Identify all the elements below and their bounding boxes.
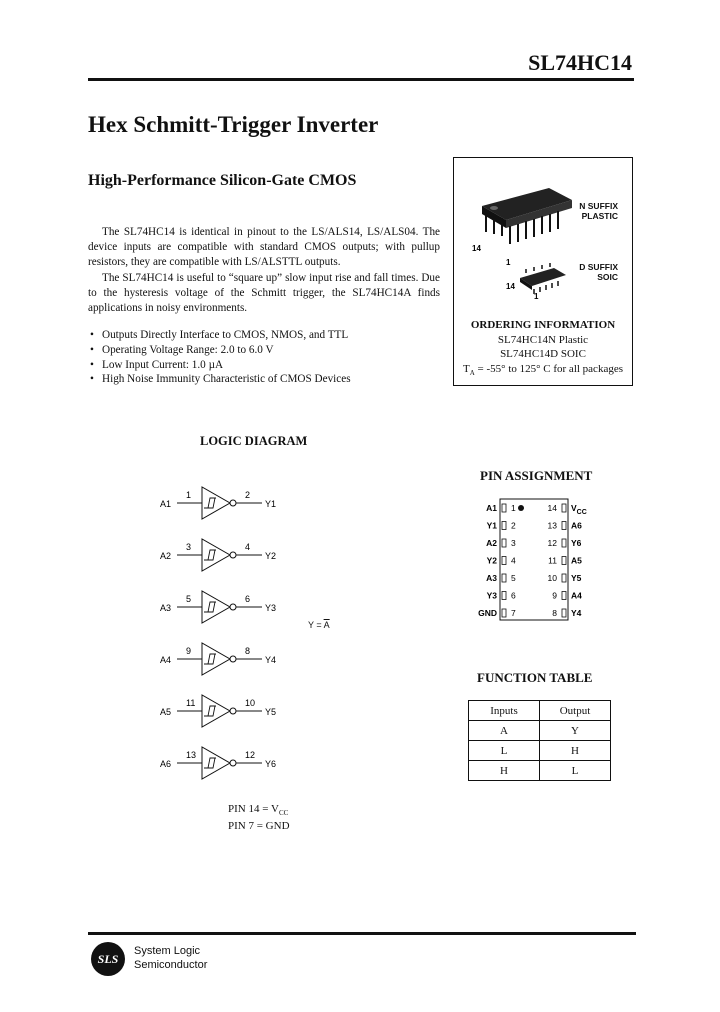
top-rule — [88, 78, 634, 81]
gate-input-pin: 11 — [186, 698, 196, 708]
gate-output-label: Y3 — [265, 603, 277, 613]
equation-prefix: Y = — [308, 620, 324, 630]
inverter-gate — [160, 591, 276, 623]
description-paragraph: The SL74HC14 is useful to “square up” slow input rise and fall times. Due to the hysteresis voltage of the Schmitt trigger, the SL74HC14A finds applications in noisy environments. — [88, 271, 440, 315]
pin-box — [502, 504, 506, 512]
pin-box — [562, 522, 566, 530]
table-cell: Y — [540, 721, 611, 741]
feature-item: • Operating Voltage Range: 2.0 to 6.0 V — [88, 343, 440, 358]
company-name — [134, 944, 207, 972]
gate-input-pin: 3 — [186, 542, 192, 552]
gate-input-pin: 5 — [186, 594, 192, 604]
d-type: SOIC — [597, 272, 618, 282]
pin-number: 2 — [511, 520, 516, 531]
inverter-gate — [160, 487, 276, 519]
pin-name: A4 — [571, 590, 582, 601]
table-row — [469, 741, 611, 761]
gate-input-label: A4 — [160, 655, 172, 665]
temp-subscript: A — [469, 368, 475, 377]
pin-number: 10 — [547, 573, 557, 583]
soic-package-icon — [520, 263, 566, 294]
feature-item: • Low Input Current: 1.0 µA — [88, 358, 440, 373]
gate-output-label: Y4 — [265, 655, 277, 665]
inverter-triangle — [202, 487, 230, 519]
feature-list — [88, 328, 440, 387]
pin-left — [487, 591, 516, 601]
gate-input-pin: 13 — [186, 750, 197, 760]
pin-left — [487, 556, 516, 566]
inverter-triangle — [202, 695, 230, 727]
inverter-triangle — [202, 539, 230, 571]
page-title: Hex Schmitt-Trigger Inverter — [88, 112, 379, 137]
pin-assignment-title: PIN ASSIGNMENT — [480, 468, 593, 483]
pin-box — [562, 557, 566, 565]
pin-assignment-diagram — [474, 498, 614, 622]
temperature-range — [453, 362, 633, 381]
pin-number: 11 — [548, 555, 557, 566]
inverter-gate — [160, 643, 276, 675]
table-header-row — [469, 701, 611, 721]
table-header-cell: Output — [540, 701, 611, 721]
package-illustrations — [454, 158, 632, 318]
pin-left — [486, 503, 516, 513]
company-logo: SLS — [91, 942, 125, 976]
pin-right — [552, 591, 582, 601]
gate-output-pin: 10 — [245, 698, 256, 708]
inverter-gate — [160, 747, 276, 779]
pin-name: $V_{CC}$ — [571, 503, 587, 516]
pin-number: 4 — [511, 555, 516, 566]
logic-diagram — [150, 482, 300, 782]
logic-diagram-title: LOGIC DIAGRAM — [200, 434, 308, 448]
description — [88, 225, 440, 316]
feature-item: • High Noise Immunity Characteristic of CMOS Devices — [88, 372, 440, 387]
pin-right — [548, 573, 582, 583]
pin-right — [552, 608, 581, 618]
inversion-bubble — [230, 708, 236, 714]
gate-input-label: A5 — [160, 707, 172, 717]
pin14-note — [228, 803, 290, 820]
pin-name: Y1 — [486, 520, 497, 531]
pin-name: Y3 — [486, 590, 497, 601]
inverter-triangle — [202, 747, 230, 779]
pin-left — [486, 538, 516, 548]
gate-input-label: A2 — [160, 551, 172, 561]
logic-equation — [308, 620, 330, 630]
dip-package-icon — [482, 188, 572, 244]
n-type: PLASTIC — [581, 211, 618, 221]
company-line: Semiconductor — [134, 959, 208, 971]
pin-number: 5 — [511, 573, 516, 583]
pin-number: 9 — [552, 590, 557, 601]
gate-input-label: A6 — [160, 759, 172, 769]
gate-output-label: Y5 — [265, 707, 277, 717]
table-row — [469, 721, 611, 741]
ordering-line: SL74HC14D SOIC — [500, 348, 586, 360]
gate-output-label: Y1 — [265, 499, 277, 509]
gate-input-label: A1 — [160, 499, 172, 509]
dip-pin1-label: 1 — [506, 258, 511, 267]
pin-box — [502, 539, 506, 547]
inverter-gate — [160, 539, 276, 571]
soic-pin1-label: 1 — [534, 292, 539, 301]
pin-number: 8 — [552, 608, 557, 618]
pin-right — [548, 556, 582, 566]
temp-symbol: T — [463, 362, 470, 375]
d-suffix-label — [579, 262, 618, 282]
pin14-subscript: CC — [278, 809, 289, 818]
pin-name: A6 — [571, 520, 582, 531]
pin-number: 3 — [511, 538, 516, 548]
gate-output-label: Y2 — [265, 551, 277, 561]
function-table — [468, 700, 611, 781]
table-row — [469, 761, 611, 781]
pin-box — [562, 574, 566, 582]
temp-range-text: = -55° to 125° C for all packages — [474, 362, 623, 375]
gate-output-pin: 4 — [245, 542, 251, 552]
pin-box — [562, 609, 566, 617]
gate-output-pin: 2 — [245, 490, 251, 500]
equation-variable: $\overline{A}$ — [323, 620, 330, 630]
pin-number: 6 — [511, 590, 516, 601]
pin-name: Y4 — [571, 608, 582, 618]
pin-right — [548, 503, 587, 516]
function-table-title: FUNCTION TABLE — [477, 670, 593, 685]
pin-left — [478, 608, 516, 618]
n-suffix-label — [579, 201, 618, 221]
feature-item: • Outputs Directly Interface to CMOS, NMOS, and TTL — [88, 328, 440, 343]
pin-box — [502, 557, 506, 565]
pin-number: 13 — [547, 520, 557, 531]
pin-number: 14 — [547, 503, 557, 513]
pin-box — [562, 539, 566, 547]
part-number: SL74HC14 — [528, 50, 632, 75]
table-cell: L — [469, 741, 540, 761]
gate-input-label: A3 — [160, 603, 172, 613]
d-suffix: D SUFFIX — [579, 262, 618, 272]
pin-name: A5 — [571, 555, 582, 566]
pin-right — [548, 521, 583, 531]
bottom-rule — [88, 932, 636, 935]
table-cell: A — [469, 721, 540, 741]
pin-number: 7 — [511, 608, 516, 618]
pin-box — [502, 522, 506, 530]
pin-left — [486, 573, 516, 583]
ordering-line: SL74HC14N Plastic — [497, 333, 589, 346]
inversion-bubble — [230, 500, 236, 506]
gate-input-pin: 9 — [186, 646, 192, 656]
pin14-text: PIN 14 = V — [228, 803, 279, 815]
pin-right — [548, 538, 582, 548]
pin-number: 1 — [511, 503, 516, 513]
gate-input-pin: 1 — [186, 490, 192, 500]
inversion-bubble — [230, 604, 236, 610]
inversion-bubble — [230, 760, 236, 766]
ordering-information — [453, 318, 633, 380]
description-paragraph: The SL74HC14 is identical in pinout to the LS/ALS14, LS/ALS04. The device inputs are compatible with standard CMOS outputs; with pullup resistors, they are compatible with LS/ALSTTL outputs. — [88, 226, 440, 269]
table-cell: H — [469, 761, 540, 781]
pin-box — [562, 592, 566, 600]
table-cell: H — [540, 741, 611, 761]
inversion-bubble — [230, 656, 236, 662]
ordering-title: ORDERING INFORMATION — [470, 319, 616, 331]
company-line: System Logic — [134, 945, 201, 957]
pin-name: A2 — [486, 538, 497, 548]
pin-name: Y5 — [571, 573, 582, 583]
inverter-triangle — [202, 591, 230, 623]
pin-box — [502, 609, 506, 617]
pin-name: A1 — [486, 503, 497, 513]
n-suffix: N SUFFIX — [579, 201, 618, 211]
pin-box — [562, 504, 566, 512]
pin-name: A3 — [486, 573, 497, 583]
inverter-gate — [160, 695, 276, 727]
soic-pin14-label: 14 — [506, 282, 515, 291]
pin-box — [502, 592, 506, 600]
inversion-bubble — [230, 552, 236, 558]
table-header-cell: Inputs — [469, 701, 540, 721]
pin-name: Y2 — [486, 555, 497, 566]
dip-pin14-label: 14 — [472, 244, 481, 253]
gate-output-label: Y6 — [265, 759, 277, 769]
gate-output-pin: 12 — [245, 750, 256, 760]
pin-notes — [228, 803, 290, 833]
pin-number: 12 — [547, 538, 557, 548]
pin-name: Y6 — [571, 538, 582, 548]
page-subtitle: High-Performance Silicon-Gate CMOS — [88, 172, 357, 189]
gate-output-pin: 8 — [245, 646, 251, 656]
pin-box — [502, 574, 506, 582]
pin-name: GND — [478, 608, 497, 618]
pin-name-subscript: CC — [576, 509, 587, 516]
pin1-dot — [518, 505, 524, 511]
pin-left — [487, 521, 516, 531]
pin7-note: PIN 7 = GND — [228, 820, 290, 833]
table-cell: L — [540, 761, 611, 781]
gate-output-pin: 6 — [245, 594, 251, 604]
inverter-triangle — [202, 643, 230, 675]
